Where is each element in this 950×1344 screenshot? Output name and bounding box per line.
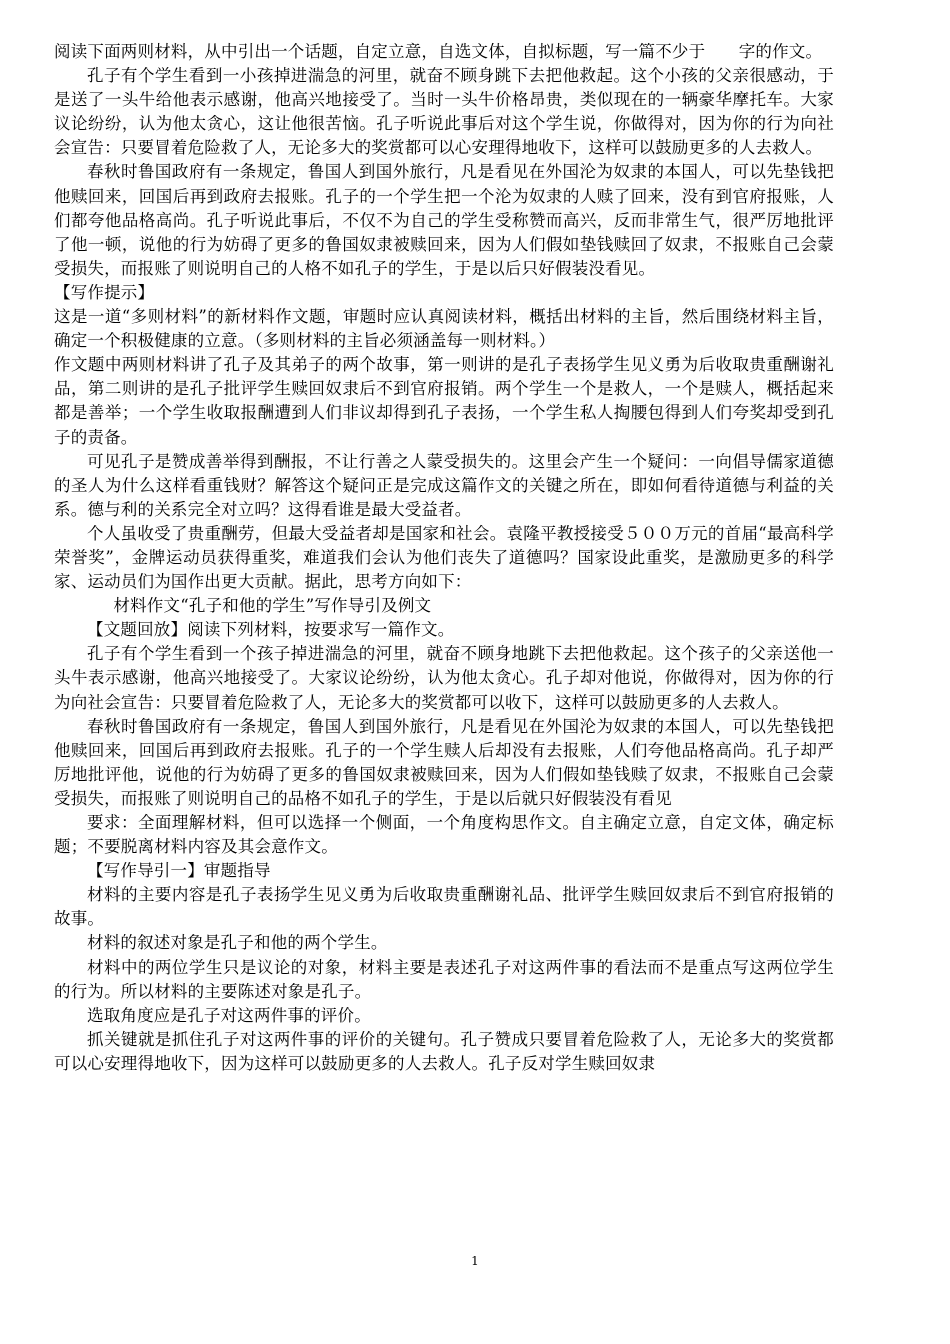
review-material-two: 春秋时鲁国政府有一条规定，鲁国人到国外旅行，凡是看见在外国沦为奴隶的本国人，可以先垫钱把他赎回来，回国后再到政府去报账。孔子的一个学生赎人后却没有去报账，人们夸他品格高尚。孔子却严厉地批评他，说他的行为妨碍了更多的鲁国奴隶被赎回来，因为人们假如垫钱赎了奴隶，不报账自己会蒙受损失，而报账了则说明自己的品格不如孔子的学生，于是以后就只好假装没有看见 <box>54 716 834 808</box>
instruction-paragraph: 阅读下面两则材料，从中引出一个话题，自定立意，自选文体，自拟标题，写一篇不少于 字的作文。 <box>54 42 823 61</box>
document-body <box>54 40 834 1076</box>
guide-paragraph-4: 选取角度应是孔子对这两件事的评价。 <box>87 1005 371 1025</box>
topic-review-heading: 【文题回放】阅读下列材料，按要求写一篇作文。 <box>87 620 455 640</box>
tips-paragraph-1: 这是一道“多则材料”的新材料作文题，审题时应认真阅读材料，概括出材料的主旨，然后围绕材料主旨，确定一个积极健康的立意。（多则材料的主旨必须涵盖每一则材料。） <box>54 307 834 351</box>
guide-one-heading: 【写作导引一】审题指导 <box>87 861 271 881</box>
section-title: 材料作文“孔子和他的学生”写作导引及例文 <box>113 596 432 616</box>
tips-paragraph-4: 个人虽收受了贵重酬劳，但最大受益者却是国家和社会。袁隆平教授接受５００万元的首届“最高科学荣誉奖”，金牌运动员获得重奖，难道我们会认为他们丧失了道德吗？国家设此重奖，是激励更多的科学家、运动员们为国作出更大贡献。据此，思考方向如下： <box>54 523 834 592</box>
page-number: 1 <box>471 1254 479 1268</box>
tips-paragraph-3: 可见孔子是赞成善举得到酬报，不让行善之人蒙受损失的。这里会产生一个疑问：一向倡导儒家道德的圣人为什么这样看重钱财？解答这个疑问正是完成这篇作文的关键之所在，即如何看待道德与利益的关系。德与利的关系完全对立吗？这得看谁是最大受益者。 <box>54 451 834 519</box>
guide-paragraph-3: 材料中的两位学生只是议论的对象，材料主要是表述孔子对这两件事的看法而不是重点写这两位学生的行为。所以材料的主要陈述对象是孔子。 <box>54 957 834 1001</box>
review-material-one: 孔子有个学生看到一个孩子掉进湍急的河里，就奋不顾身地跳下去把他救起。这个孩子的父亲送他一头牛表示感谢，他高兴地接受了。大家议论纷纷，认为他太贪心。孔子却对他说，你做得对，因为你的行为向社会宣告：只要冒着危险救了人，无论多大的奖赏都可以收下，这样可以鼓励更多的人去救人。 <box>54 644 834 712</box>
guide-paragraph-1: 材料的主要内容是孔子表扬学生见义勇为后收取贵重酬谢礼品、批评学生赎回奴隶后不到官府报销的故事。 <box>54 885 834 929</box>
requirements-paragraph: 要求：全面理解材料，但可以选择一个侧面，一个角度构思作文。自主确定立意，自定文体，确定标题；不要脱离材料内容及其会意作文。 <box>54 813 834 857</box>
tips-paragraph-2: 作文题中两则材料讲了孔子及其弟子的两个故事，第一则讲的是孔子表扬学生见义勇为后收取贵重酬谢礼品，第二则讲的是孔子批评学生赎回奴隶后不到官府报销。两个学生一个是救人，一个是赎人，概括起来都是善举；一个学生收取报酬遭到人们非议却得到孔子表扬，一个学生私人掏腰包得到人们夸奖却受到孔子的责备。 <box>54 355 834 447</box>
writing-tips-heading: 【写作提示】 <box>54 282 155 302</box>
material-two-paragraph: 春秋时鲁国政府有一条规定，鲁国人到国外旅行，凡是看见在外国沦为奴隶的本国人，可以先垫钱把他赎回来，回国后再到政府去报账。孔子的一个学生把一个沦为奴隶的人赎了回来，没有到官府报账，人们都夸他品格高尚。孔子听说此事后，不仅不为自己的学生受称赞而高兴，反而非常生气，很严厉地批评了他一顿，说他的行为妨碍了更多的鲁国奴隶被赎回来，因为人们假如垫钱赎回了奴隶，不报账自己会蒙受损失，而报账了则说明自己的人格不如孔子的学生，于是以后只好假装没看见。 <box>54 162 834 278</box>
material-one-paragraph: 孔子有个学生看到一小孩掉进湍急的河里，就奋不顾身跳下去把他救起。这个小孩的父亲很感动，于是送了一头牛给他表示感谢，他高兴地接受了。当时一头牛价格昂贵，类似现在的一辆豪华摩托车。大家议论纷纷，认为他太贪心，这让他很苦恼。孔子听说此事后对这个学生说，你做得对，因为你的行为向社会宣告：只要冒着危险救了人，无论多大的奖赏都可以心安理得地收下，这样可以鼓励更多的人去救人。 <box>54 66 834 158</box>
guide-paragraph-5: 抓关键就是抓住孔子对这两件事的评价的关键句。孔子赞成只要冒着危险救了人，无论多大的奖赏都可以心安理得地收下，因为这样可以鼓励更多的人去救人。孔子反对学生赎回奴隶 <box>54 1029 834 1073</box>
guide-paragraph-2: 材料的叙述对象是孔子和他的两个学生。 <box>87 933 388 953</box>
